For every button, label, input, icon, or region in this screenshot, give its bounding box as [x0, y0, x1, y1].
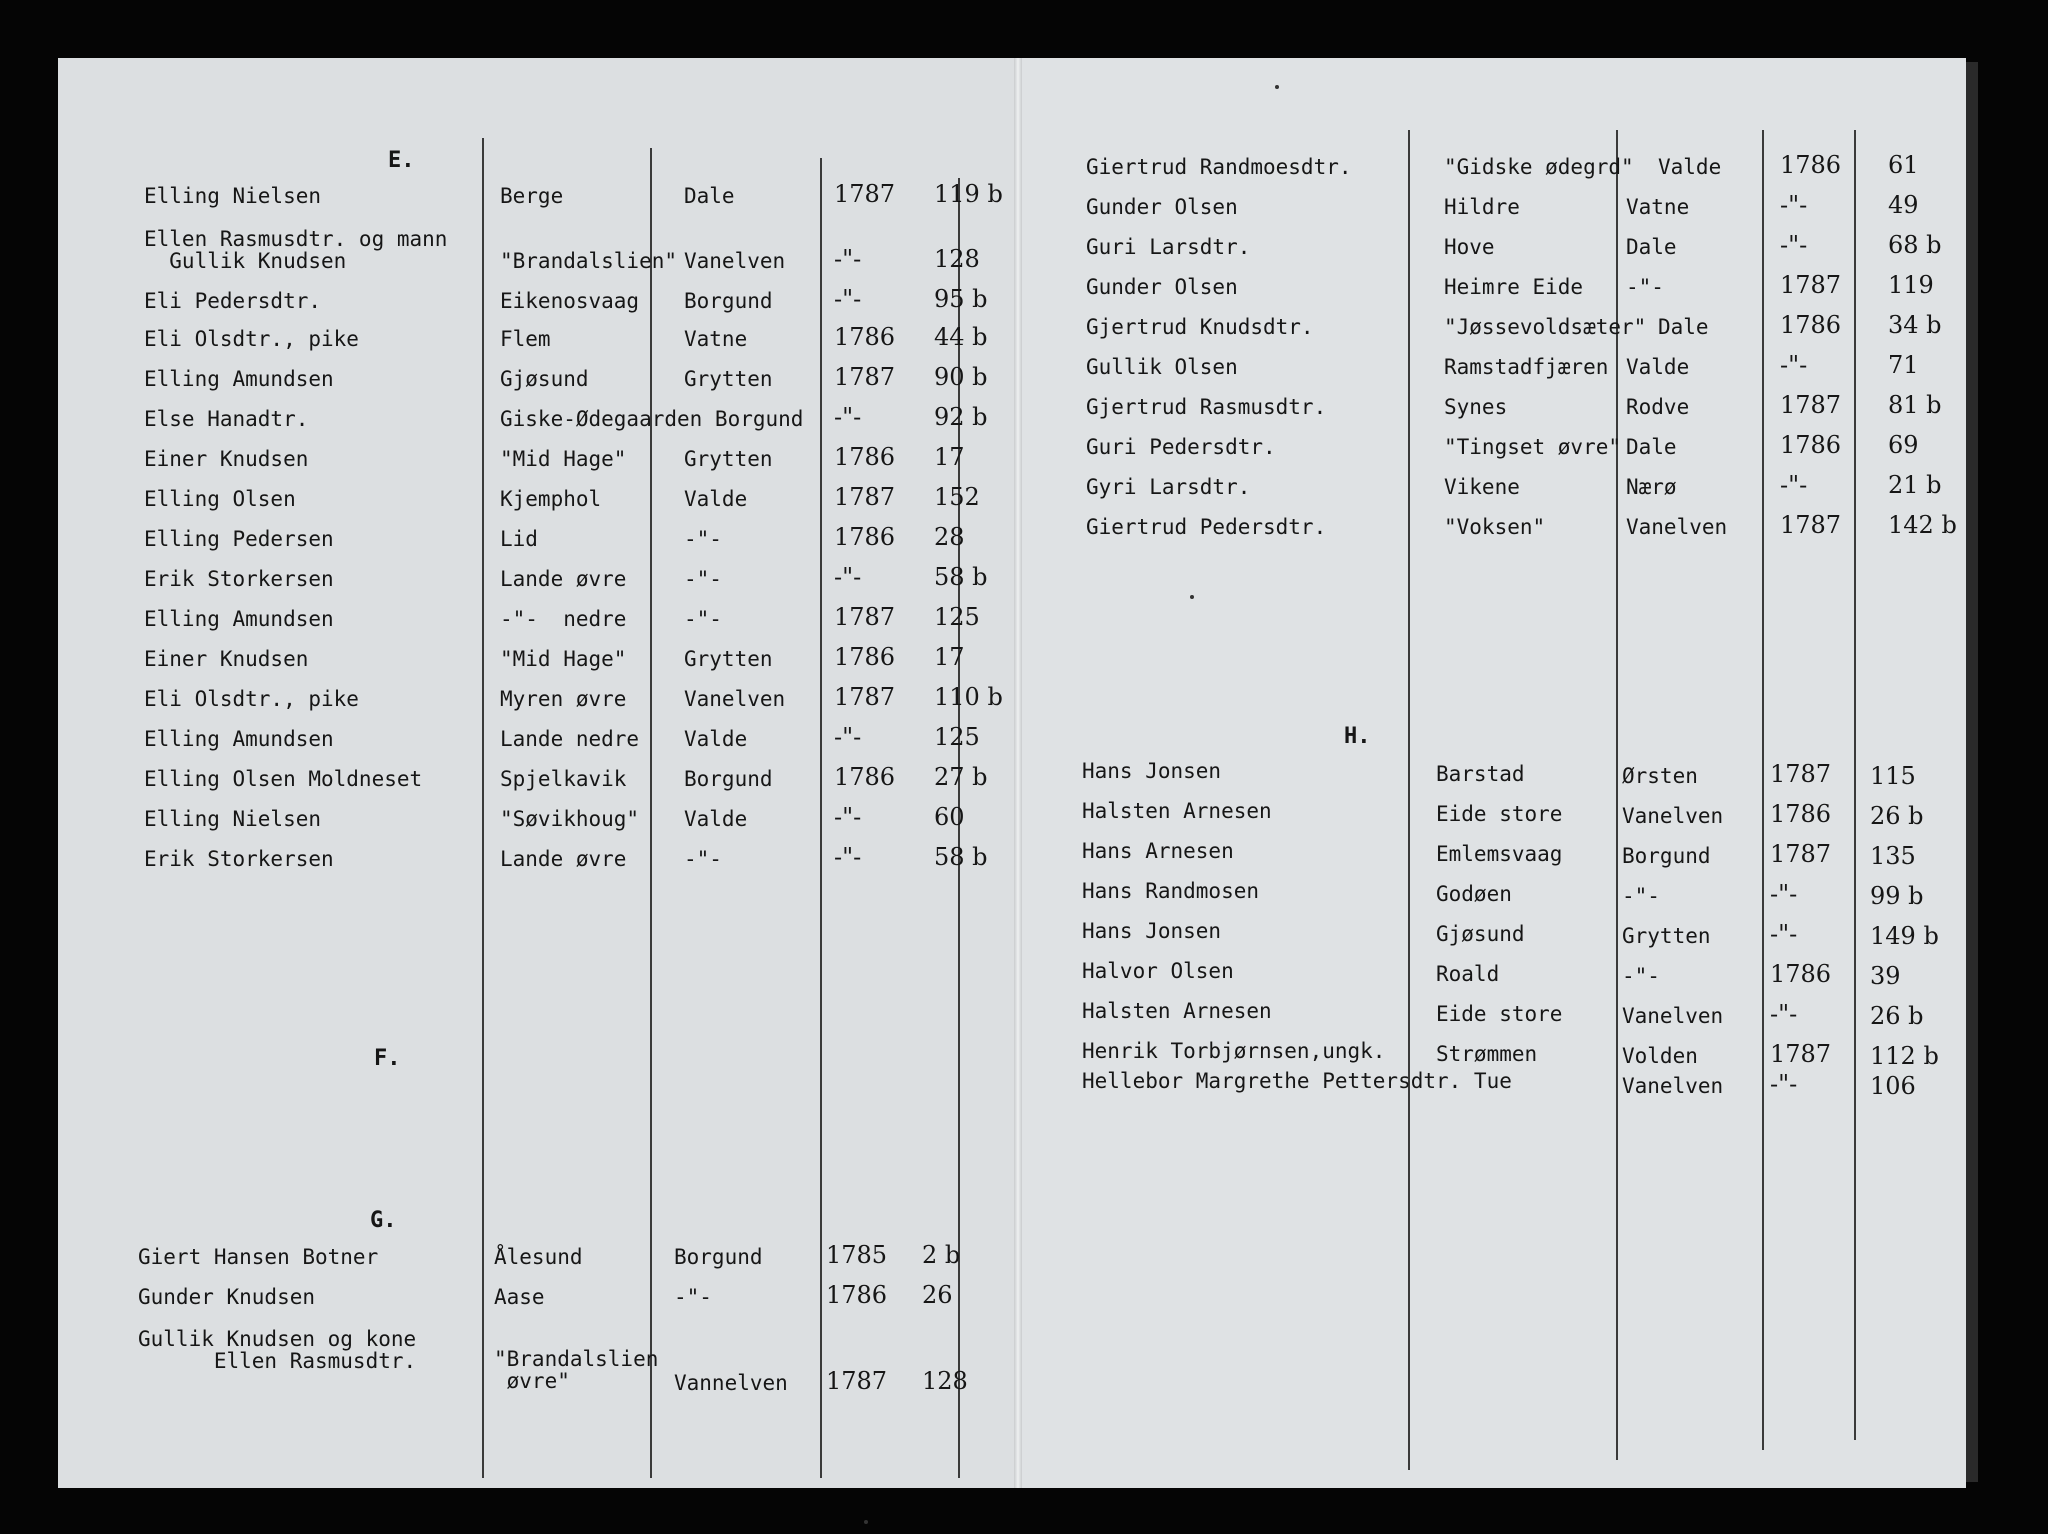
place-name: Lande øvre — [500, 567, 627, 591]
year: 1787 — [1770, 840, 1832, 868]
reference-number: 49 — [1888, 191, 1919, 219]
person-name: Elling Amundsen — [144, 367, 334, 391]
parish-name: Dale — [1626, 235, 1677, 259]
person-name: Elling Amundsen — [144, 727, 334, 751]
section-letter-g: G. — [370, 1208, 397, 1233]
place-name: Hildre — [1444, 195, 1520, 219]
reference-number: 125 — [934, 723, 980, 751]
parish-name: Valde — [684, 487, 748, 511]
person-name: Elling Nielsen — [144, 807, 322, 831]
year: -"- — [834, 723, 862, 751]
parish-name: Vanelven — [684, 687, 786, 711]
reference-number: 61 — [1888, 151, 1919, 179]
person-name: Elling Amundsen — [144, 607, 334, 631]
year: 1785 — [826, 1241, 888, 1269]
person-name: Erik Storkersen — [144, 567, 334, 591]
place-name: Berge — [500, 184, 564, 208]
ink-speck — [864, 1520, 868, 1524]
place-name: Roald — [1436, 962, 1500, 986]
year: -"- — [1770, 1070, 1798, 1098]
year: 1786 — [834, 443, 896, 471]
parish-name: Vatne — [1626, 195, 1690, 219]
reference-number: 125 — [934, 603, 980, 631]
person-name: Gullik Knudsen og kone Ellen Rasmusdtr. — [138, 1327, 417, 1373]
place-name: Eikenosvaag — [500, 289, 640, 313]
parish-name: Grytten — [684, 647, 773, 671]
parish-name: Borgund — [1622, 844, 1711, 868]
reference-number: 68 b — [1888, 231, 1942, 259]
person-name: Einer Knudsen — [144, 647, 309, 671]
section-letter-h: H. — [1344, 724, 1371, 749]
reference-number: 28 — [934, 523, 965, 551]
reference-number: 17 — [934, 443, 965, 471]
parish-name: Vanelven — [1622, 1004, 1724, 1028]
place-name: "Søvikhoug" — [500, 807, 640, 831]
ink-speck — [1190, 595, 1194, 599]
person-name: Henrik Torbjørnsen,ungk. — [1082, 1039, 1386, 1063]
reference-number: 44 b — [934, 323, 988, 351]
person-name: Giert Hansen Botner — [138, 1245, 379, 1269]
reference-number: 60 — [934, 803, 965, 831]
page-fold — [1014, 58, 1022, 1488]
year: 1787 — [834, 180, 896, 208]
place-name: Giske-Ødegaarden Borgund — [500, 407, 804, 431]
column-rule — [650, 148, 652, 1478]
place-name: "Jøssevoldsæter" — [1444, 315, 1647, 339]
parish-name: -"- — [1622, 964, 1660, 988]
reference-number: 152 — [934, 483, 980, 511]
place-name: "Mid Hage" — [500, 647, 627, 671]
parish-name: Dale — [1626, 435, 1677, 459]
parish-name: Valde — [1626, 355, 1690, 379]
place-name: Myren øvre — [500, 687, 627, 711]
parish-name: -"- — [1622, 884, 1660, 908]
reference-number: 58 b — [934, 843, 988, 871]
parish-name: -"- — [1626, 275, 1664, 299]
section-letter-f: F. — [374, 1046, 401, 1071]
reference-number: 26 b — [1870, 1002, 1924, 1030]
year: 1787 — [826, 1367, 888, 1395]
person-name: Elling Olsen — [144, 487, 296, 511]
year: -"- — [1780, 191, 1808, 219]
year: 1786 — [1770, 960, 1832, 988]
reference-number: 58 b — [934, 563, 988, 591]
place-name: Gjøsund — [1436, 922, 1525, 946]
year: 1786 — [834, 523, 896, 551]
parish-name: -"- — [684, 607, 722, 631]
place-name: Lande øvre — [500, 847, 627, 871]
reference-number: 69 — [1888, 431, 1919, 459]
parish-name: -"- — [684, 527, 722, 551]
parish-name: Valde — [684, 807, 748, 831]
year: 1787 — [834, 683, 896, 711]
place-name: "Brandalslien" — [500, 249, 678, 273]
parish-name: Dale — [684, 184, 735, 208]
reference-number: 92 b — [934, 403, 988, 431]
person-name: Giertrud Randmoesdtr. — [1086, 155, 1352, 179]
parish-name: Nærø — [1626, 475, 1677, 499]
year: 1786 — [1780, 151, 1842, 179]
reference-number: 119 — [1888, 271, 1934, 299]
reference-number: 149 b — [1870, 922, 1939, 950]
place-name: "Mid Hage" — [500, 447, 627, 471]
year: 1786 — [1780, 431, 1842, 459]
parish-name: Borgund — [684, 289, 773, 313]
parish-name: Valde — [684, 727, 748, 751]
ink-speck — [1275, 85, 1279, 89]
column-rule — [1408, 130, 1410, 1470]
year: 1786 — [834, 643, 896, 671]
person-name: Guri Pedersdtr. — [1086, 435, 1276, 459]
person-name: Gjertrud Rasmusdtr. — [1086, 395, 1327, 419]
place-name: Lande nedre — [500, 727, 640, 751]
person-name: Einer Knudsen — [144, 447, 309, 471]
person-name: Erik Storkersen — [144, 847, 334, 871]
parish-name: Grytten — [684, 367, 773, 391]
year: 1787 — [1780, 511, 1842, 539]
column-rule — [482, 138, 484, 1478]
parish-name: Grytten — [1622, 924, 1711, 948]
parish-name: Vanelven — [1622, 1074, 1724, 1098]
reference-number: 34 b — [1888, 311, 1942, 339]
year: 1786 — [826, 1281, 888, 1309]
person-name: Hellebor Margrethe Pettersdtr. Tue — [1082, 1069, 1512, 1093]
place-name: Aase — [494, 1285, 545, 1309]
left-page — [58, 58, 1018, 1488]
year: 1787 — [834, 483, 896, 511]
place-name: "Brandalslien øvre" — [494, 1347, 659, 1393]
parish-name: Vanelven — [684, 249, 786, 273]
reference-number: 95 b — [934, 285, 988, 313]
parish-name: Vanelven — [1622, 804, 1724, 828]
year: 1787 — [1780, 391, 1842, 419]
place-name: Ålesund — [494, 1245, 583, 1269]
year: -"- — [1780, 231, 1808, 259]
reference-number: 90 b — [934, 363, 988, 391]
person-name: Elling Nielsen — [144, 184, 322, 208]
place-name: Vikene — [1444, 475, 1520, 499]
place-name: Spjelkavik — [500, 767, 627, 791]
place-name: Ramstadfjæren — [1444, 355, 1609, 379]
column-rule — [1762, 130, 1764, 1450]
reference-number: 39 — [1870, 962, 1901, 990]
place-name: Gjøsund — [500, 367, 589, 391]
person-name: Gunder Olsen — [1086, 195, 1238, 219]
person-name: Hans Jonsen — [1082, 759, 1222, 783]
parish-name: Vannelven — [674, 1371, 788, 1395]
person-name: Halvor Olsen — [1082, 959, 1234, 983]
person-name: Gjertrud Knudsdtr. — [1086, 315, 1314, 339]
place-name: Heimre Eide — [1444, 275, 1584, 299]
person-name: Eli Pedersdtr. — [144, 289, 322, 313]
place-name: Synes — [1444, 395, 1508, 419]
parish-name: Borgund — [684, 767, 773, 791]
year: -"- — [834, 245, 862, 273]
parish-name: -"- — [674, 1285, 712, 1309]
person-name: Giertrud Pedersdtr. — [1086, 515, 1327, 539]
reference-number: 21 b — [1888, 471, 1942, 499]
parish-name: Grytten — [684, 447, 773, 471]
column-rule — [1854, 130, 1856, 1440]
place-name: Eide store — [1436, 802, 1563, 826]
year: -"- — [834, 563, 862, 591]
parish-name: Borgund — [674, 1245, 763, 1269]
place-name: "Voksen" — [1444, 515, 1546, 539]
person-name: Halsten Arnesen — [1082, 799, 1272, 823]
page-edge-shadow — [1966, 62, 1978, 1482]
parish-name: Vanelven — [1626, 515, 1728, 539]
place-name: Hove — [1444, 235, 1495, 259]
year: 1787 — [1770, 1040, 1832, 1068]
year: 1787 — [1770, 760, 1832, 788]
column-rule — [820, 158, 822, 1478]
place-name: Lid — [500, 527, 538, 551]
year: 1786 — [834, 323, 896, 351]
person-name: Elling Pedersen — [144, 527, 334, 551]
reference-number: 112 b — [1870, 1042, 1939, 1070]
reference-number: 71 — [1888, 351, 1919, 379]
reference-number: 27 b — [934, 763, 988, 791]
year: -"- — [834, 843, 862, 871]
year: -"- — [1770, 1000, 1798, 1028]
place-name: "Tingset øvre" — [1444, 435, 1622, 459]
year: 1786 — [1770, 800, 1832, 828]
year: -"- — [834, 403, 862, 431]
reference-number: 135 — [1870, 842, 1916, 870]
person-name: Gunder Olsen — [1086, 275, 1238, 299]
reference-number: 26 b — [1870, 802, 1924, 830]
person-name: Guri Larsdtr. — [1086, 235, 1251, 259]
place-name: Emlemsvaag — [1436, 842, 1563, 866]
parish-name: -"- — [684, 567, 722, 591]
year: -"- — [1780, 471, 1808, 499]
reference-number: 128 — [922, 1367, 968, 1395]
place-name: Godøen — [1436, 882, 1512, 906]
reference-number: 81 b — [1888, 391, 1942, 419]
year: 1787 — [1780, 271, 1842, 299]
person-name: Hans Arnesen — [1082, 839, 1234, 863]
right-page — [1018, 58, 1966, 1488]
parish-name: Vatne — [684, 327, 748, 351]
person-name: Gyri Larsdtr. — [1086, 475, 1251, 499]
person-name: Eli Olsdtr., pike — [144, 327, 359, 351]
person-name: Halsten Arnesen — [1082, 999, 1272, 1023]
reference-number: 17 — [934, 643, 965, 671]
reference-number: 119 b — [934, 180, 1003, 208]
parish-name: Dale — [1658, 315, 1709, 339]
place-name: Flem — [500, 327, 551, 351]
section-letter-e: E. — [388, 148, 415, 173]
person-name: Ellen Rasmusdtr. og mann Gullik Knudsen — [144, 227, 448, 273]
year: -"- — [1770, 880, 1798, 908]
year: -"- — [1780, 351, 1808, 379]
year: 1786 — [1780, 311, 1842, 339]
place-name: Eide store — [1436, 1002, 1563, 1026]
reference-number: 128 — [934, 245, 980, 273]
place-name: -"- nedre — [500, 607, 627, 631]
reference-number: 142 b — [1888, 511, 1957, 539]
place-name: "Gidske ødegrd" — [1444, 155, 1634, 179]
place-name: Kjemphol — [500, 487, 602, 511]
person-name: Elling Olsen Moldneset — [144, 767, 423, 791]
reference-number: 2 b — [922, 1241, 961, 1269]
parish-name: Rodve — [1626, 395, 1690, 419]
reference-number: 110 b — [934, 683, 1003, 711]
person-name: Eli Olsdtr., pike — [144, 687, 359, 711]
place-name: Barstad — [1436, 762, 1525, 786]
year: -"- — [834, 285, 862, 313]
parish-name: Valde — [1658, 155, 1722, 179]
reference-number: 99 b — [1870, 882, 1924, 910]
reference-number: 106 — [1870, 1072, 1916, 1100]
reference-number: 115 — [1870, 762, 1916, 790]
reference-number: 26 — [922, 1281, 953, 1309]
parish-name: -"- — [684, 847, 722, 871]
place-name: Strømmen — [1436, 1042, 1538, 1066]
parish-name: Volden — [1622, 1044, 1698, 1068]
parish-name: Ørsten — [1622, 764, 1698, 788]
year: 1787 — [834, 363, 896, 391]
person-name: Gunder Knudsen — [138, 1285, 316, 1309]
person-name: Hans Randmosen — [1082, 879, 1260, 903]
person-name: Gullik Olsen — [1086, 355, 1238, 379]
year: -"- — [834, 803, 862, 831]
year: 1787 — [834, 603, 896, 631]
person-name: Else Hanadtr. — [144, 407, 309, 431]
person-name: Hans Jonsen — [1082, 919, 1222, 943]
year: -"- — [1770, 920, 1798, 948]
year: 1786 — [834, 763, 896, 791]
